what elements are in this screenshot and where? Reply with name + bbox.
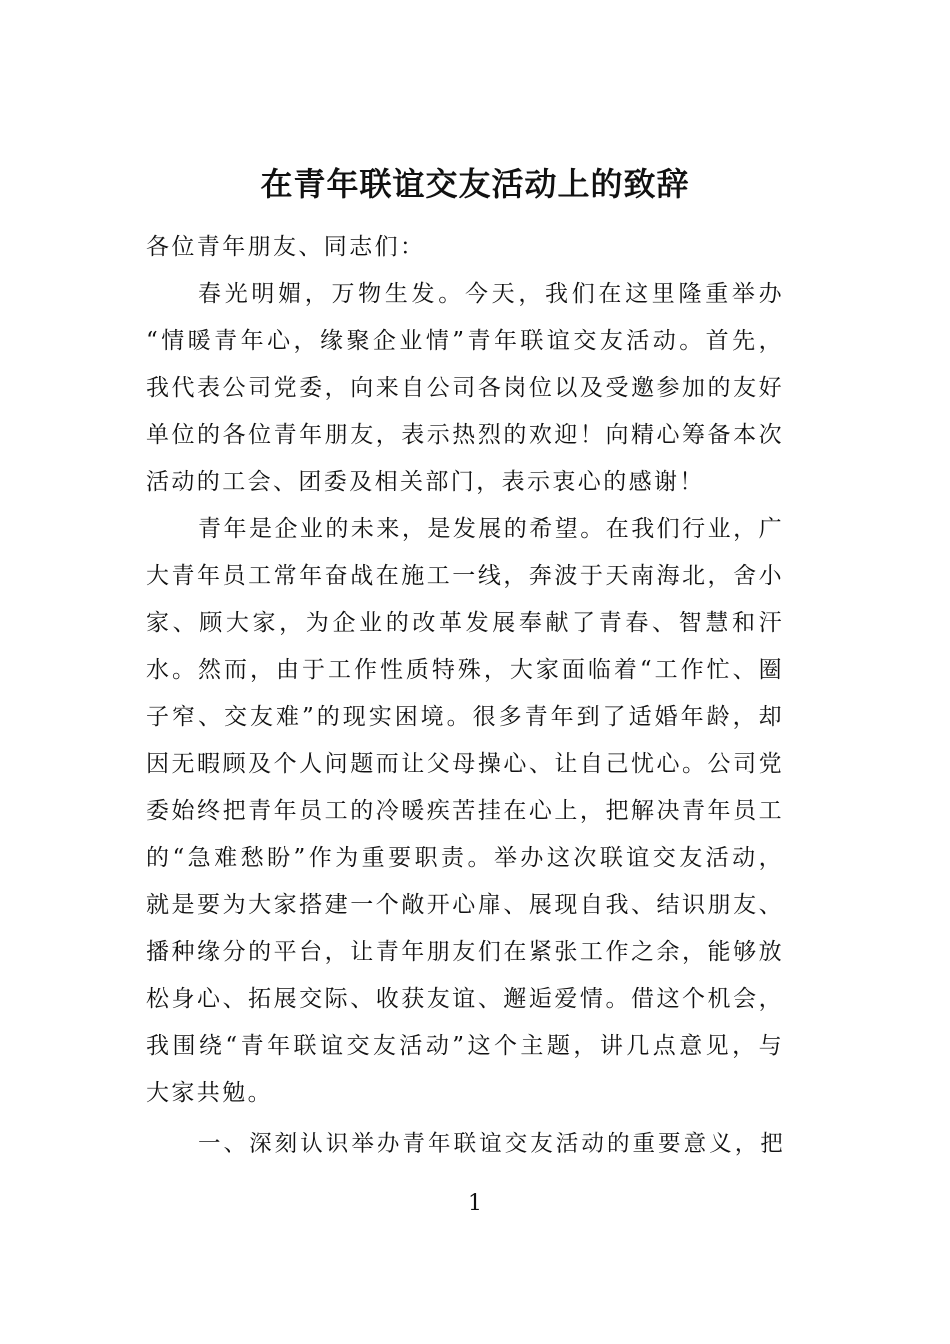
paragraph2-line-13: 大家共勉。: [146, 1080, 273, 1106]
paragraph2-line-4: 水。然而，由于工作性质特殊，大家面临着“工作忙、圈: [146, 657, 784, 683]
paragraph1-line-3: 我代表公司党委，向来自公司各岗位以及受邀参加的友好: [146, 375, 784, 401]
paragraph1-line-5: 活动的工会、团委及相关部门，表示衷心的感谢！: [146, 469, 705, 495]
paragraph1-line-4: 单位的各位青年朋友，表示热烈的欢迎！向精心筹备本次: [146, 422, 784, 448]
paragraph2-line-10: 播种缘分的平台，让青年朋友们在紧张工作之余，能够放: [146, 939, 784, 965]
paragraph2-line-6: 因无暇顾及个人问题而让父母操心、让自己忧心。公司党: [146, 751, 784, 777]
section-heading-1: 一、深刻认识举办青年联谊交友活动的重要意义，把: [198, 1131, 784, 1157]
paragraph2-line-5: 子窄、交友难”的现实困境。很多青年到了适婚年龄，却: [146, 704, 784, 730]
paragraph1-line-2: “情暖青年心，缘聚企业情”青年联谊交友活动。首先，: [146, 328, 784, 354]
paragraph2-line-1: 青年是企业的未来，是发展的希望。在我们行业，广: [198, 516, 784, 542]
paragraph2-line-3: 家、顾大家，为企业的改革发展奉献了青春、智慧和汗: [146, 610, 784, 636]
paragraph2-line-2: 大青年员工常年奋战在施工一线，奔波于天南海北，舍小: [146, 563, 784, 589]
document-body: [146, 224, 784, 1168]
paragraph2-line-7: 委始终把青年员工的冷暖疾苦挂在心上，把解决青年员工: [146, 798, 784, 824]
paragraph2-line-8: 的“急难愁盼”作为重要职责。举办这次联谊交友活动，: [146, 845, 784, 871]
page-number: 1: [468, 1191, 482, 1216]
salutation: 各位青年朋友、同志们：: [146, 234, 426, 260]
paragraph1-line-1: 春光明媚，万物生发。今天，我们在这里隆重举办: [198, 281, 784, 307]
paragraph2-line-9: 就是要为大家搭建一个敞开心扉、展现自我、结识朋友、: [146, 892, 784, 918]
document-title: 在青年联谊交友活动上的致辞: [260, 165, 690, 203]
paragraph2-line-11: 松身心、拓展交际、收获友谊、邂逅爱情。借这个机会，: [146, 986, 784, 1012]
paragraph2-line-12: 我围绕“青年联谊交友活动”这个主题，讲几点意见，与: [146, 1033, 784, 1059]
